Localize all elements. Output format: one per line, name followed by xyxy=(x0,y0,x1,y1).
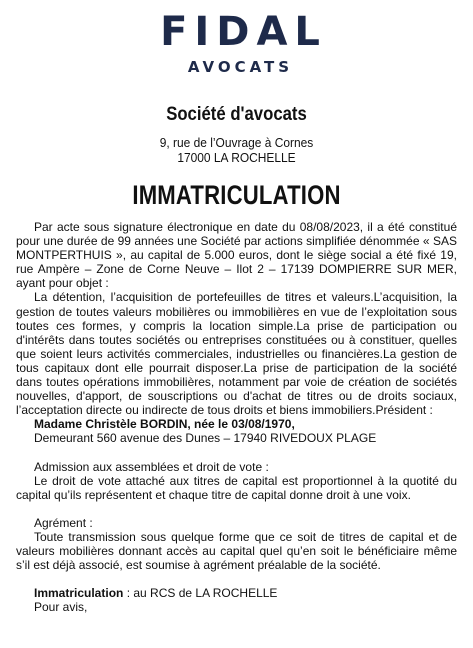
object-paragraph: La détention, l’acquisition de portefeuilles de titres et valeurs.L’acquisition, la gestion de toutes valeurs mobilières ou immobilières en vue de l’exploitation sous toutes ces formes, y compris la location simple.La prise de participation ou d'intérêts dans toutes sociétés ou entreprises constituées ou à constituer, quelles que soient leurs activités commerciales, industrielles ou financières.La gestion de tous capitaux dont elle pourrait disposer.La prise de participation de la société dans toutes opérations immobilières, notamment par voie de création de sociétés nouvelles, d'apport, de souscriptions ou d'achat de titres ou de droits sociaux, l’acceptation directe ou indirecte de tous droits et biens immobiliers.Président : xyxy=(16,290,457,418)
president-name: Madame Christèle BORDIN, née le 03/08/1970, xyxy=(34,417,295,432)
firm-name: Société d'avocats xyxy=(166,104,307,125)
firm-address-street: 9, rue de l’Ouvrage à Cornes xyxy=(159,135,314,150)
admission-title: Admission aux assemblées et droit de vote : xyxy=(34,459,269,474)
president-address: Demeurant 560 avenue des Dunes – 17940 RIVEDOUX PLAGE xyxy=(34,431,377,446)
agrement-text: Toute transmission sous quelque forme que ce soit de titres de capital et de valeurs mobilières donnant accès au capital quel qu’en soit le bénéficiaire même s’il est déjà associé, est soumise à agrément préalable de la société. xyxy=(16,529,457,573)
fidal-logo: FIDAL xyxy=(160,9,327,55)
notice-heading: IMMATRICULATION xyxy=(132,180,341,210)
immatriculation-label: Immatriculation xyxy=(34,586,124,601)
firm-address-city: 17000 LA ROCHELLE xyxy=(177,150,296,165)
agrement-title: Agrément : xyxy=(34,515,93,530)
closing-line: Pour avis, xyxy=(34,600,88,615)
notice-body xyxy=(16,220,457,614)
immatriculation-line xyxy=(16,586,457,600)
immatriculation-text: : au RCS de LA ROCHELLE xyxy=(123,586,278,601)
fidal-logo-subtitle: AVOCATS xyxy=(187,58,294,76)
admission-text: Le droit de vote attaché aux titres de capital est proportionnel à la quotité du capital qu’ils représentent et chaque titre de capital donne droit à une voix. xyxy=(16,473,457,502)
intro-paragraph: Par acte sous signature électronique en date du 08/08/2023, il a été constitué pour une durée de 99 années une Société par actions simplifiée dénommée « SAS MONTPERTHUIS », au capital de 5.000 euros, dont le siège social a été fixé 19, rue Ampère – Zone de Corne Neuve – Ilot 2 – 17139 DOMPIERRE SUR MER, ayant pour objet : xyxy=(16,220,457,291)
